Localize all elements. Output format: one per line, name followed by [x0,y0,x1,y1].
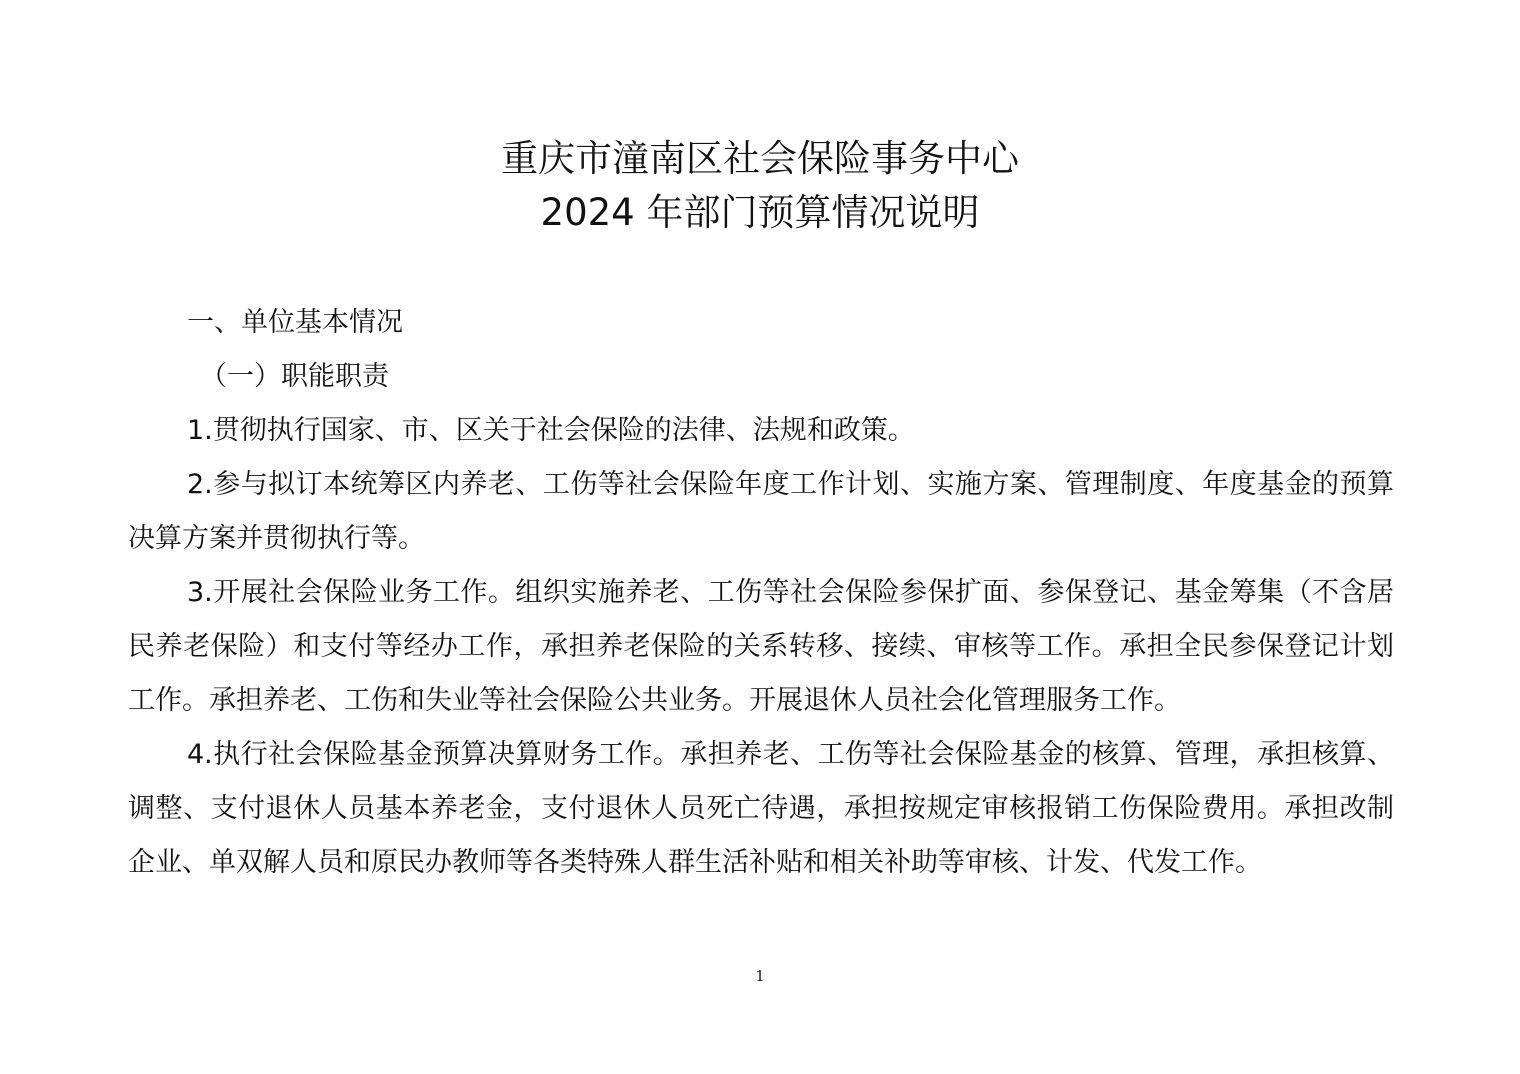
duty-paragraph-3: 3.开展社会保险业务工作。组织实施养老、工伤等社会保险参保扩面、参保登记、基金筹集（不含居民养老保险）和支付等经办工作，承担养老保险的关系转移、接续、审核等工作。承担全民参保登记计划工作。承担养老、工伤和失业等社会保险公共业务。开展退休人员社会化管理服务工作。 [128,577,1394,716]
document-body [128,296,1394,890]
document-title [0,132,1520,240]
title-line-organization: 重庆市潼南区社会保险事务中心 [501,137,1019,180]
duty-paragraph-1: 1.贯彻执行国家、市、区关于社会保险的法律、法规和政策。 [187,415,915,446]
subsection-heading-duties: （一）职能职责 [200,361,389,392]
duty-paragraph-2: 2.参与拟订本统筹区内养老、工伤等社会保险年度工作计划、实施方案、管理制度、年度基金的预算决算方案并贯彻执行等。 [128,469,1394,554]
duty-paragraph-4: 4.执行社会保险基金预算决算财务工作。承担养老、工伤等社会保险基金的核算、管理，承担核算、调整、支付退休人员基本养老金，支付退休人员死亡待遇，承担按规定审核报销工伤保险费用。承担改制企业、单双解人员和原民办教师等各类特殊人群生活补贴和相关补助等审核、计发、代发工作。 [128,739,1394,878]
page-number: 1 [755,967,765,985]
section-heading-basic-info: 一、单位基本情况 [187,307,403,338]
title-line-report: 2024 年部门预算情况说明 [540,191,980,234]
